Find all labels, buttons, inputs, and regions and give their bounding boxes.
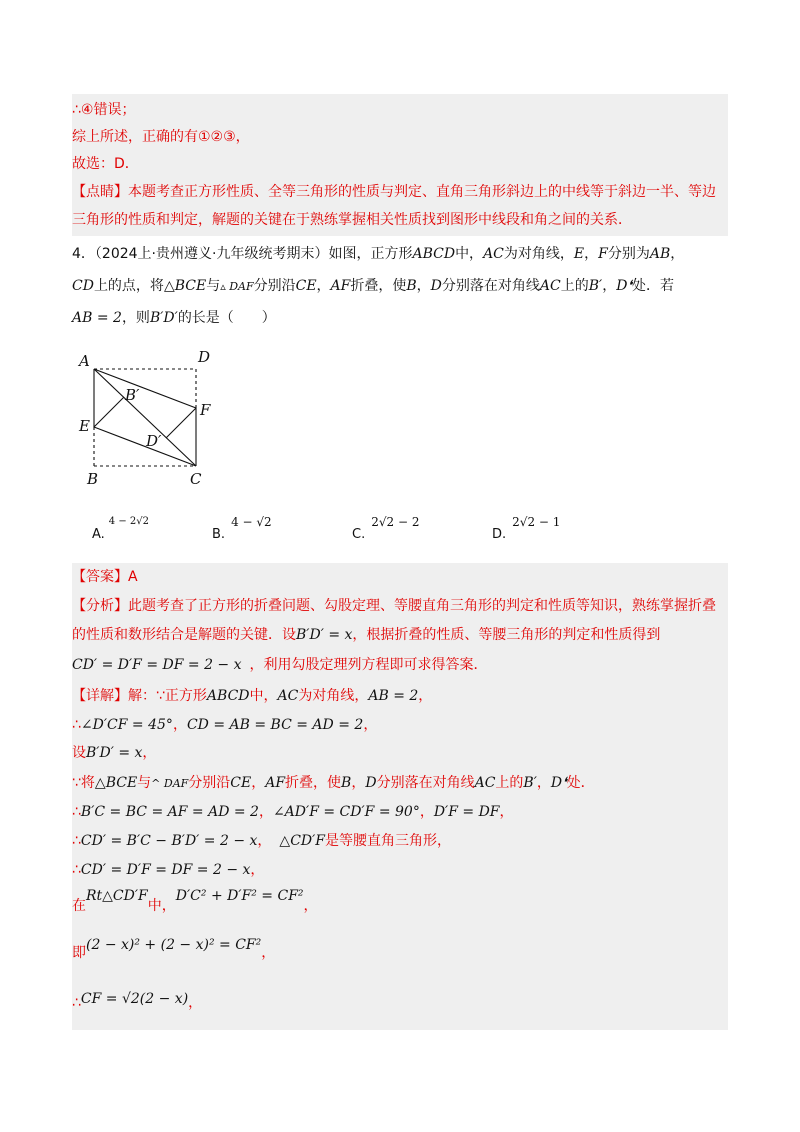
detail-text: 在 [72,898,86,914]
analysis-line [72,625,660,645]
solution-line: 综上所述，正确的有①②③， [72,129,250,145]
solution-line: 故选：D． [72,156,139,172]
math: E [573,246,585,262]
math: (2 − x)² + (2 − x)² = CF² [86,937,262,953]
question-text: 处．若 [631,278,674,294]
detail-text: ∴ [72,804,81,820]
detail-text: ∴ [72,995,81,1011]
math: ABCD [412,246,456,262]
segment-FD [166,408,196,438]
math: D′C² + D′F² = CF² [175,888,304,904]
question-line [72,308,276,328]
detail-text: 即 [72,945,86,961]
detail-text: ， [250,862,265,878]
math: AC [539,278,561,294]
question-text: ， [584,246,599,262]
label-B: B [87,470,99,488]
math: ▵ DAF [220,280,254,293]
detail-line [72,831,451,851]
label-F: F [200,401,211,419]
math: B′C = BC = AF = AD = 2 [80,804,259,820]
question-text: ， [602,278,617,294]
analysis-line [72,596,716,616]
question-text: 上的点，将 [93,278,164,294]
math: AF [265,775,286,791]
detail-text: 中， [147,898,176,914]
math: CD′ = D′F = DF = 2 − x [80,862,251,878]
detail-text: ∴ [72,833,81,849]
math: CD = AB = BC = AD = 2 [186,717,364,733]
math: △BCE [163,278,207,294]
analysis-text: 此题考查了正方形的折叠问题、勾股定理、等腰直角三角形的判定和性质等知识，熟练掌握折叠 [128,598,716,614]
detail-text: ， [418,688,433,704]
option-d[interactable] [492,515,561,542]
math: △BCE [94,775,138,791]
math: CE [295,278,317,294]
dianjing-tag: 【点睛】 [72,184,128,200]
detail-line [72,773,595,794]
label-A: A [79,352,90,370]
math: AC [474,775,496,791]
answer-block [72,563,728,1030]
detail-text: ， [258,804,273,820]
detail-text: ， [499,804,514,820]
fold-EC [94,427,196,466]
question-number: 4． [72,246,95,262]
math: D [430,278,442,294]
detail-line [72,860,264,880]
detail-text: ， [251,775,266,791]
math: AB = 2 [368,688,419,704]
math: AC [277,688,299,704]
detail-line [72,743,156,763]
math: CF = √2(2 − x) [80,991,189,1007]
question-text: ， [416,278,431,294]
analysis-text: 的性质和数形结合是解题的关键．设 [72,627,296,643]
math: D❛ [616,278,632,294]
detail-text: ， [303,898,318,914]
detail-text: ， [142,745,157,761]
math: B [406,278,417,294]
detail-line [72,715,377,735]
question-text: ，则 [121,310,150,326]
detail-tag: 【详解】 [72,688,128,704]
math: B′ [523,775,537,791]
detail-text: 是等腰直角三角形， [325,833,452,849]
dianjing-line [72,182,716,202]
math: B′D′ = x [296,627,353,643]
math: ABCD [206,688,250,704]
math: ^ DAF [151,777,189,790]
detail-text: ∴ [72,862,81,878]
question-text: 折叠，使 [350,278,407,294]
option-c[interactable] [352,515,420,542]
diagonal-AC [94,369,196,466]
geometry-figure [74,346,224,492]
question-text: 分别沿 [253,278,296,294]
math: △CD′F [279,833,326,849]
answer-value: A [128,569,138,585]
math: B′ [588,278,603,294]
math: ∠AD′F = CD′F = 90° [272,804,420,820]
dianjing-text: 本题考查正方形性质、全等三角形的性质与判定、直角三角形斜边上的中线等于斜边一半、等边 [128,184,716,200]
label-D: D [198,348,211,366]
detail-line [72,937,276,963]
math: B′D′ = x [86,745,143,761]
question-text: 中， [455,246,484,262]
label-E: E [79,417,90,435]
math: D [365,775,377,791]
detail-text: ， [363,717,378,733]
analysis-tag: 【分析】 [72,598,128,614]
option-value: 2√2 − 2 [371,515,420,529]
math: D❛ [550,775,567,791]
detail-text: ， [172,717,187,733]
question-text: 如图，正方形 [328,246,413,262]
answer-tag: 【答案】 [72,569,128,585]
detail-text: ， [188,995,203,1011]
analysis-text: ，利用勾股定理列方程即可求得答案． [249,657,488,673]
answer-line [72,567,138,587]
segment-EB [94,397,124,427]
question-text: 分别落在对角线 [441,278,540,294]
detail-text: 设 [72,745,86,761]
question-text: 与 [206,278,221,294]
detail-text: 上的 [495,775,524,791]
solution-line: ∴④错误； [72,102,136,118]
detail-text: 分别沿 [188,775,231,791]
detail-line [72,686,432,706]
question-source: （2024上·贵州遵义·九年级统考期末） [94,246,329,262]
detail-line [72,888,318,916]
math: CD′ = D′F = DF = 2 − x [72,657,242,673]
question-line [72,244,684,264]
dianjing-line: 三角形的性质和判定，解题的关键在于熟练掌握相关性质找到图形中线段和角之间的关系． [72,212,632,228]
question-text: 上的 [560,278,589,294]
detail-text: ∴ [72,717,81,733]
math: F [598,246,608,262]
option-b[interactable] [212,515,272,542]
math: CE [230,775,252,791]
label-B-prime: B′ [125,386,140,404]
option-letter: A. [92,527,105,542]
detail-text: 解：∵正方形 [128,688,207,704]
question-text: 分别为 [607,246,650,262]
math: D′F = DF [433,804,500,820]
question-text: ， [670,246,685,262]
math: CD [72,278,94,294]
detail-text: 分别落在对角线 [376,775,475,791]
math: B′D′ [149,310,178,326]
question-text: 为对角线， [503,246,574,262]
math: B [341,775,352,791]
option-letter: D. [492,527,507,542]
option-value: 4 − 2√2 [108,516,149,527]
detail-text: 与 [137,775,152,791]
question-line [72,276,674,297]
option-letter: B. [212,527,226,542]
detail-text: ， [351,775,366,791]
question-text: ， [316,278,331,294]
fold-AF [94,369,196,408]
detail-text: ， [419,804,434,820]
detail-text: ∵将 [72,775,95,791]
math: AF [330,278,351,294]
math: AB [649,246,671,262]
option-letter: C. [352,527,366,542]
detail-line [72,802,514,822]
option-value: 2√2 − 1 [512,515,561,529]
detail-text: 折叠，使 [285,775,342,791]
question-text: 的长是（ ） [177,310,276,326]
math: AC [483,246,504,262]
math: CD′ = B′C − B′D′ = 2 − x [80,833,258,849]
label-C: C [190,470,202,488]
label-D-prime: D′ [146,432,162,450]
analysis-line [72,655,488,675]
detail-text: 为对角线， [298,688,369,704]
previous-solution-block [72,94,728,236]
analysis-text: ，根据折叠的性质、等腰三角形的判定和性质得到 [352,627,661,643]
option-a[interactable] [92,516,149,542]
detail-text: 中， [249,688,278,704]
detail-text: ， [261,945,276,961]
detail-line [72,993,202,1013]
detail-text: ， [536,775,551,791]
math: Rt△CD′F [86,888,148,904]
option-value: 4 − √2 [231,515,272,529]
math: AB = 2 [72,310,122,326]
math: ∠D′CF = 45° [80,717,173,733]
detail-text: 处． [566,775,595,791]
detail-text: ， [257,833,272,849]
